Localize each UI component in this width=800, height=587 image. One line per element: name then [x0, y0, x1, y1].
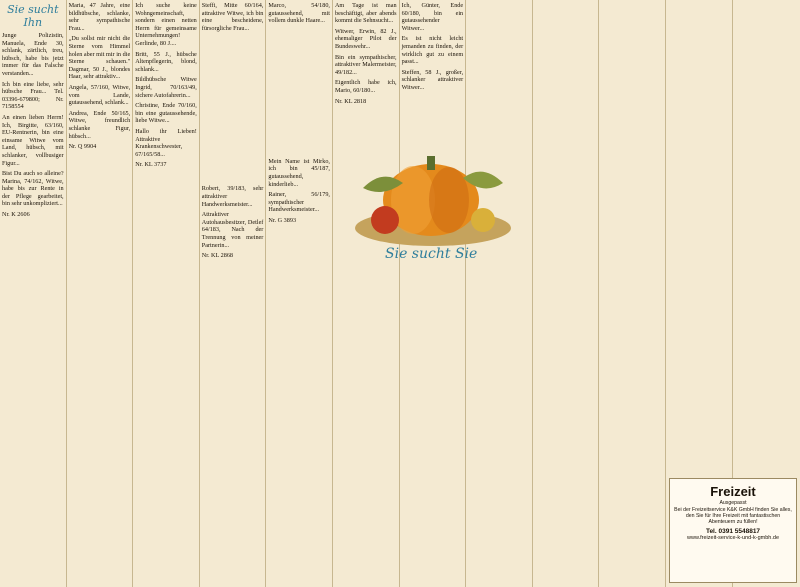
ad-3: Attraktiver Autohausbesitzer, Detlef 64/183, Nach der Trennung von meiner Partnerin...	[201, 211, 264, 249]
pumpkin-image	[353, 128, 513, 248]
ad-3: Rainer, 56/179, sympathischer Handwerksmeister...	[268, 191, 330, 214]
ad-ref: Nr. G 3893	[268, 216, 297, 224]
logo-phone: Tel. 0391 5548817	[705, 527, 761, 535]
ad-3: Angela, 57/160, Witwe, vom Lande, gutaussehend, schlank...	[68, 83, 131, 107]
ad-ref: Nr. KL 3737	[135, 161, 167, 169]
ad-1: Ich, Günter, Ende 60/180, bin ein gutaussehender Witwer...	[401, 2, 464, 32]
image-spacer	[202, 35, 264, 185]
ad-3: Bildhübsche Witwe Ingrid, 70/163/49, sichere Autofahrerin...	[135, 76, 197, 99]
ad-2: „Du sollst mir nicht die Sterne vom Himmel holen aber mit mir in die Sterne schauen." Dagmar, 50 J., blondes Haar, sehr attraktiv...	[68, 35, 131, 81]
column-5	[266, 0, 333, 587]
ad-2: Robert, 39/183, sehr attraktiver Handwerksmeister...	[201, 185, 264, 208]
ad-2: Britt, 55 J., hübsche Altenpflegerin, blond, schlank...	[135, 50, 197, 73]
ad-4: Bist Du auch so alleine? Marina, 74/162, Witwe, habe bis zur Rente in der Pflege gearbeitet, bin sehr unkompliziert...	[2, 170, 64, 208]
ad-4: Andrea, Ende 50/165, Witwe, freundlich schlanke Figur, hübsch...	[68, 109, 131, 140]
heading-sie-sucht-sie: Sie sucht Sie	[385, 246, 478, 262]
freizeit-ad	[669, 478, 797, 583]
ad-1: Am Tage ist man beschäftigt, aber abends kommt die Sehnsucht...	[334, 2, 397, 25]
column-1	[0, 0, 67, 587]
ad-3: An einen lieben Herrn! Ich, Birgitte, 63/160, EU-Rentnerin, bin eine einsame Witwe vom Land, hübsch, mit schlanker, vollbusiger Figur...	[2, 113, 64, 167]
harvest-illustration	[333, 128, 533, 293]
logo-website: www.freizeit-service-k-und-k-gmbh.de	[687, 534, 779, 541]
ad-ref: Nr. Q 9904	[68, 143, 97, 151]
ad-4: Christine, Ende 70/160, bin eine gutaussehende, liebe Witwe...	[135, 102, 197, 125]
ad-2: Witwer, Erwin, 82 J., ehemaliger Pilot der Bundeswehr...	[334, 27, 397, 50]
ad-ref: Nr. KL 2868	[201, 252, 234, 260]
ad-3: Bin ein sympathischer, attraktiver Malermeister, 49/182...	[334, 53, 397, 76]
logo-text: Bei der Freizeitservice K&K GmbH finden Sie alles, den Sie für Ihre Freizeit mit fantastischen Abenteuern zu füllen!	[674, 507, 792, 526]
ad-4: Eigentlich habe ich, Mario, 60/180...	[334, 79, 397, 94]
ad-1: Ich suche keine Wohngemeinschaft, sondern einen netten Herrn für gemeinsame Unternehmungen! Gerlinde, 80 J....	[135, 2, 197, 47]
ad-ref: Nr. KL 2818	[334, 97, 367, 105]
column-3	[133, 0, 200, 587]
logo-title: Freizeit	[710, 484, 756, 499]
ad-1: Junge Polizistin, Manuela, Ende 30, schlank, zärtlich, treu, hübsch, habe bis jetzt immer für das Falsche verstanden...	[2, 32, 64, 77]
ad-5: Hallo ihr Lieben! Attraktive Krankenschwester, 67/165/58...	[135, 127, 197, 158]
column-2	[67, 0, 134, 587]
image-spacer	[268, 28, 330, 158]
ad-1: Marco, 54/180, gutaussehend, mit vollem dunkle Haare...	[268, 2, 330, 25]
column-10	[599, 0, 666, 587]
column-6	[333, 0, 400, 587]
ad-ref: Nr. K 2606	[2, 211, 30, 219]
ad-3: Steffen, 58 J., großer, schlanker attraktiver Witwer...	[401, 68, 464, 91]
column-8	[466, 0, 533, 587]
column-4	[200, 0, 267, 587]
logo-subtitle: Ausgepasst	[719, 500, 747, 506]
column-7	[400, 0, 467, 587]
ad-2: Ich bin eine liebe, sehr hübsche Frau... Tel. 03396-679800; Nr. 7158554	[2, 80, 64, 111]
heading-sie-sucht-ihn: Sie sucht Ihn	[7, 3, 59, 29]
ad-2: Es ist nicht leicht jemanden zu finden, der wirklich gut zu einem passt...	[401, 35, 464, 66]
column-9	[533, 0, 600, 587]
ad-1: Steffi, Mitte 60/164, attraktive Witwe, ich bin eine bescheidene, fürsorgliche Frau...	[201, 2, 264, 32]
ad-2: Mein Name ist Mirko, ich bin 45/187, gutaussehend, kinderlieb...	[268, 157, 330, 188]
ad-1: Maria, 47 Jahre, eine bildhübsche, schlanke, sehr sympathische Frau...	[68, 2, 131, 32]
